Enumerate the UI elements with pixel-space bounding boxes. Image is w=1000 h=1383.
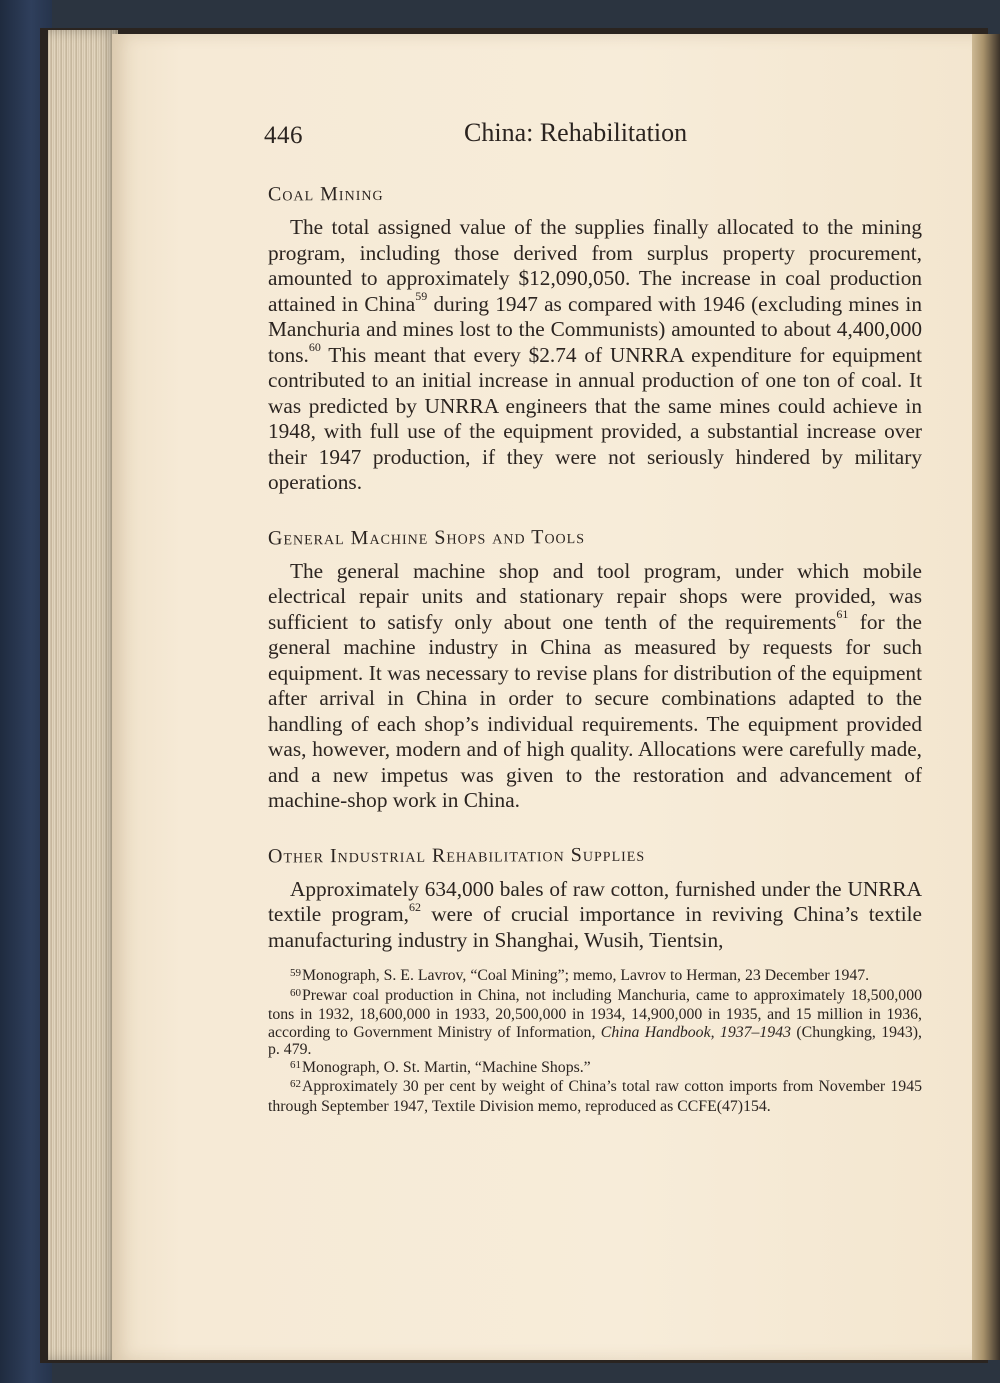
running-head [264, 118, 922, 158]
page-number: 446 [264, 122, 303, 149]
section-heading-coal-mining: Coal Mining [267, 182, 384, 206]
page-content [264, 118, 922, 1115]
section-heading-machine-shops: General Machine Shops and Tools [267, 525, 586, 549]
footnotes [268, 967, 922, 1115]
paragraph-machine-shops: The general machine shop and tool program, under which mobile electrical repair units and stationary repair shops were provided, was sufficient to satisfy only about one tenth of the requirements$^{61}$ for the general machine industry in China as measured by requests for such equipment. It was necessary to revise plans for distribution of the equipment after arrival in China in order to secure combinations adapted to the handling of each shop’s individual requirements. The equipment provided was, however, modern and of high quality. Allocations were carefully made, and a new impetus was given to the restoration and advancement of machine-shop work in China. [268, 558, 922, 812]
footnote-ref-60: 60 [308, 340, 321, 355]
footnote-ref-61: 61 [836, 607, 849, 622]
section-heading-other-industrial: Other Industrial Rehabilitation Supplies [267, 843, 646, 867]
footnote-59: $^{59}$Monograph, S. E. Lavrov, “Coal Mining”; memo, Lavrov to Herman, 23 December 1947. [290, 967, 870, 984]
paragraph-other-industrial: Approximately 634,000 bales of raw cotton, furnished under the UNRRA textile program,$^{62}$ were of crucial importance in reviving China’s textile manufacturing industry in Shanghai, Wusih, Tientsin, [268, 876, 922, 952]
book-gutter [972, 34, 1000, 1360]
page-edges [48, 30, 118, 1360]
running-title: China: Rehabilitation [464, 118, 688, 147]
footnote-62: $^{62}$Approximately 30 per cent by weight of China’s total raw cotton imports from November 1945 through September 1947, Textile Division memo, reproduced as CCFE(47)154. [268, 1078, 922, 1115]
paragraph-coal-mining: The total assigned value of the supplies finally allocated to the mining program, including those derived from surplus property procurement, amounted to approximately $12,090,050. The increase in coal production attained in China$^{59}$ during 1947 as compared with 1946 (excluding mines in Manchuria and mines lost to the Communists) amounted to about 4,400,000 tons.$^{60}$ This meant that every $2.74 of UNRRA expenditure for equipment contributed to an initial increase in annual production of one ton of coal. It was predicted by UNRRA engineers that the same mines could achieve in 1948, with full use of the equipment provided, a substantial increase over their 1947 production, if they were not seriously hindered by military operations. [268, 215, 922, 494]
footnote-61: $^{61}$Monograph, O. St. Martin, “Machine Shops.” [290, 1058, 591, 1076]
footnote-ref-62: 62 [408, 899, 421, 914]
book-title-italic: China Handbook, 1937–1943 [600, 1023, 792, 1041]
footnote-60: $^{60}$Prewar coal production in China, not including Manchuria, came to approximately 18,500,000 tons in 1932, 18,600,000 in 1933, 20,500,000 in 1934, 14,900,000 in 1935, and 15 million in 1936, according to Government Ministry of Information, China Handbook, 1937–1943 (Chungking, 1943), p. 479. [268, 986, 922, 1058]
footnote-ref-59: 59 [415, 289, 428, 304]
